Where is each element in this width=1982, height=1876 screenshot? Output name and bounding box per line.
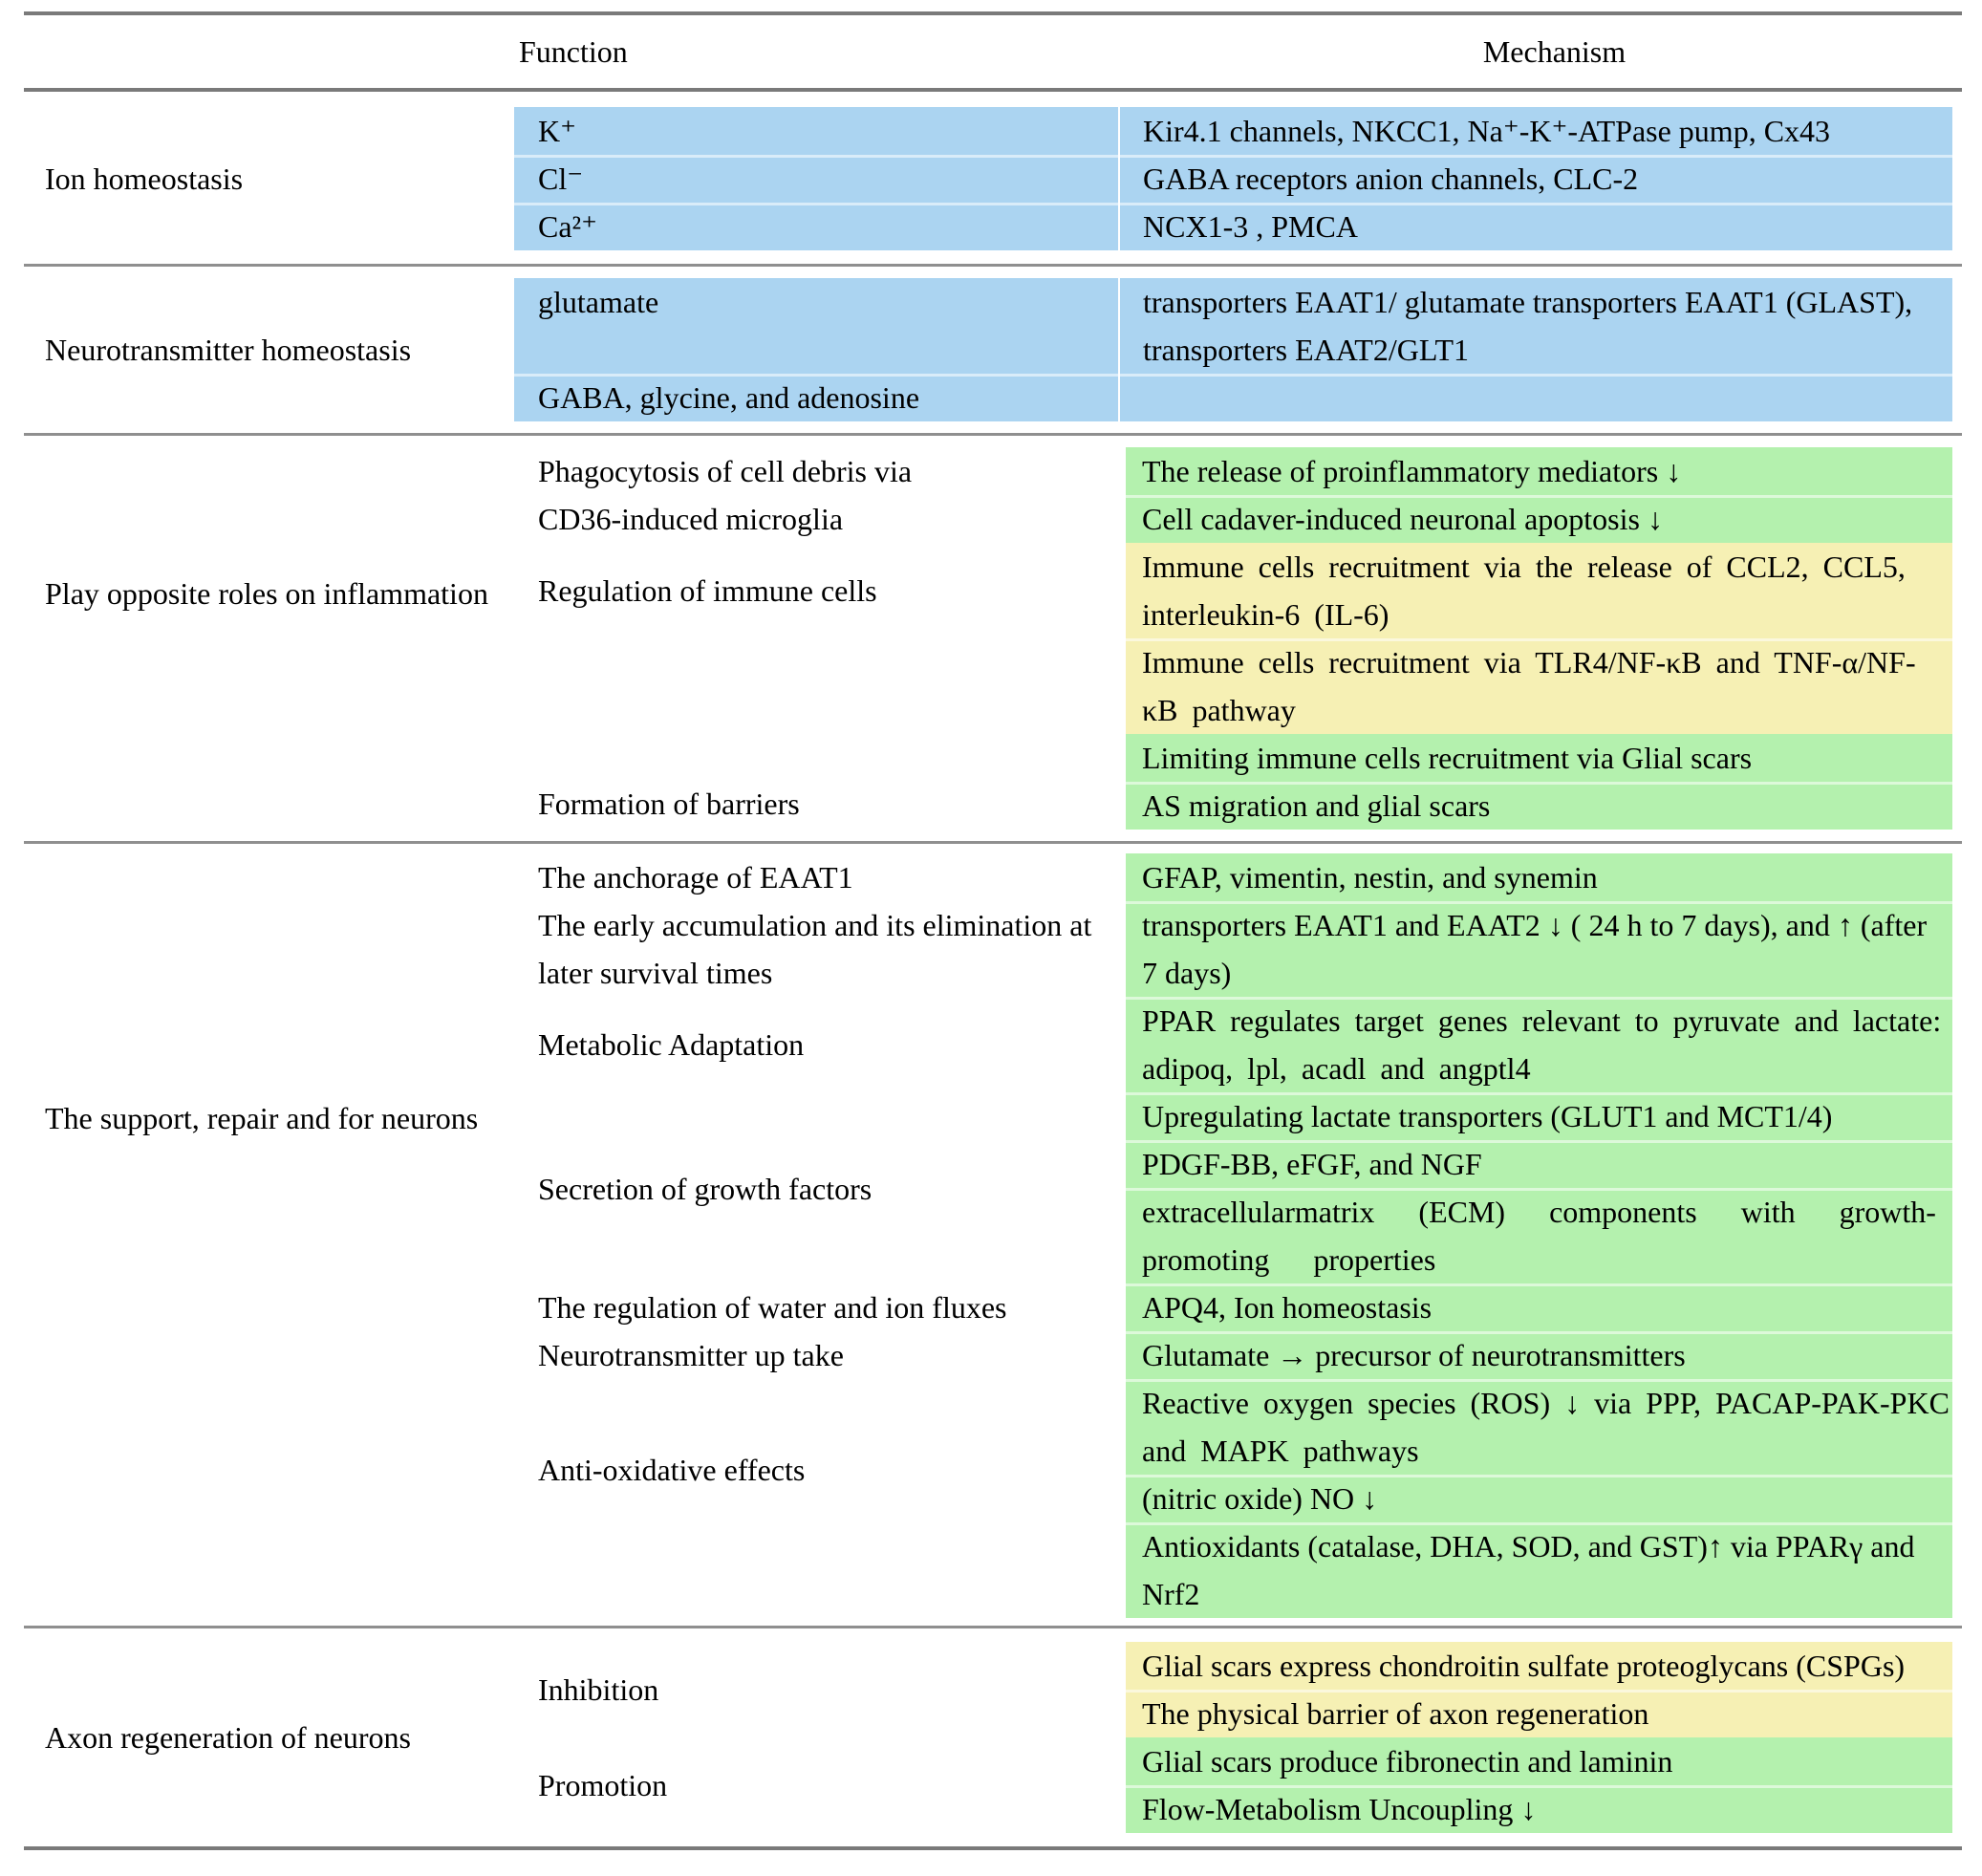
function-cell: Ca²⁺ (514, 203, 1118, 250)
section-support-repair-neurons (24, 844, 1962, 1626)
mechanism-cell: APQ4, Ion homeostasis (1126, 1283, 1952, 1331)
mechanism-cell: Immune cells recruitment via the release of CCL2, CCL5, interleukin-6 (IL-6) (1126, 543, 1952, 638)
mechanism-cell: Antioxidants (catalase, DHA, SOD, and GST)↑ via PPARγ and Nrf2 (1126, 1522, 1952, 1618)
section-grid (514, 447, 1952, 830)
mechanism-cell (1120, 374, 1952, 421)
section-axon-regeneration (24, 1628, 1962, 1846)
section-ion-homeostasis (24, 92, 1962, 264)
mechanism-cell: Kir4.1 channels, NKCC1, Na⁺-K⁺-ATPase pump, Cx43 (1120, 107, 1952, 155)
table-row (514, 278, 1952, 374)
mechanism-cell: Cell cadaver-induced neuronal apoptosis ↓ (1126, 495, 1952, 543)
table-row (514, 155, 1952, 203)
column-header-function: Function (519, 34, 628, 69)
table-row (514, 1642, 1952, 1737)
table-row (514, 901, 1952, 997)
table-row (514, 543, 1952, 734)
section-neurotransmitter-homeostasis (24, 267, 1962, 433)
mechanism-cell: extracellularmatrix (ECM) components with growth- promoting properties (1126, 1188, 1952, 1283)
mechanism-cell: GFAP, vimentin, nestin, and synemin (1126, 853, 1952, 901)
mechanism-cell: The release of proinflammatory mediators ↓ (1126, 447, 1952, 495)
row-label: Ion homeostasis (45, 162, 244, 196)
table-row (514, 1379, 1952, 1618)
mechanism-cell: Flow-Metabolism Uncoupling ↓ (1126, 1785, 1952, 1833)
function-cell: The regulation of water and ion fluxes (538, 1290, 1007, 1325)
mechanism-cell: (nitric oxide) NO ↓ (1126, 1475, 1952, 1522)
mechanism-stack (1126, 1140, 1952, 1283)
mechanism-stack (1126, 1331, 1952, 1379)
function-cell: The early accumulation and its elimination at later survival times (538, 908, 1092, 990)
row-label: The support, repair and for neurons (45, 1101, 479, 1135)
mechanism-cell: GABA receptors anion channels, CLC-2 (1120, 155, 1952, 203)
row-label: Axon regeneration of neurons (45, 1720, 411, 1755)
mechanism-stack (1118, 107, 1952, 155)
function-cell: Neurotransmitter up take (538, 1338, 844, 1372)
mechanism-cell: Glial scars express chondroitin sulfate proteoglycans (CSPGs) (1126, 1642, 1952, 1690)
mechanism-cell: transporters EAAT1/ glutamate transporters EAAT1 (GLAST), transporters EAAT2/GLT1 (1120, 278, 1952, 374)
table-row (514, 997, 1952, 1140)
section-grid (514, 107, 1952, 250)
mechanism-cell: transporters EAAT1 and EAAT2 ↓ ( 24 h to 7 days), and ↑ (after 7 days) (1126, 901, 1952, 997)
mechanism-stack (1126, 1379, 1952, 1618)
mechanism-stack (1126, 997, 1952, 1140)
table-row (514, 1737, 1952, 1833)
mechanism-stack (1126, 1642, 1952, 1737)
mechanism-stack (1118, 374, 1952, 421)
table-row (514, 1283, 1952, 1331)
mechanism-cell: Glutamate → precursor of neurotransmitters (1126, 1331, 1952, 1379)
function-cell: Inhibition (538, 1672, 659, 1707)
function-cell: The anchorage of EAAT1 (538, 860, 853, 895)
mechanism-stack (1126, 1283, 1952, 1331)
mechanism-stack (1126, 543, 1952, 734)
table-row (514, 1331, 1952, 1379)
function-cell: GABA, glycine, and adenosine (514, 374, 1118, 421)
mechanism-stack (1126, 853, 1952, 901)
section-inflammation-roles (24, 436, 1962, 841)
column-header-mechanism: Mechanism (1482, 34, 1627, 69)
mechanism-stack (1118, 278, 1952, 374)
table-row (514, 853, 1952, 901)
mechanism-cell: PPAR regulates target genes relevant to pyruvate and lactate: adipoq, lpl, acadl and angptl4 (1126, 997, 1952, 1092)
function-cell: Regulation of immune cells (538, 573, 877, 608)
mechanism-cell: Immune cells recruitment via TLR4/NF-κB and TNF-α/NF- κB pathway (1126, 638, 1952, 734)
bottom-rule (24, 1846, 1962, 1850)
section-grid (514, 1642, 1952, 1833)
astrocyte-function-table (24, 11, 1962, 1850)
section-grid (514, 853, 1952, 1618)
mechanism-cell: PDGF-BB, eFGF, and NGF (1126, 1140, 1952, 1188)
mechanism-stack (1126, 901, 1952, 997)
function-cell: Secretion of growth factors (538, 1172, 873, 1206)
section-grid (514, 278, 1952, 421)
table-row (514, 1140, 1952, 1283)
table-row (514, 734, 1952, 830)
mechanism-stack (1118, 155, 1952, 203)
mechanism-stack (1118, 203, 1952, 250)
function-cell: Anti-oxidative effects (538, 1453, 806, 1487)
mechanism-cell: Reactive oxygen species (ROS) ↓ via PPP, PACAP-PAK-PKC and MAPK pathways (1126, 1379, 1952, 1475)
function-cell: K⁺ (514, 107, 1118, 155)
mechanism-stack (1126, 734, 1952, 830)
table-row (514, 374, 1952, 421)
mechanism-stack (1126, 447, 1952, 543)
mechanism-cell: NCX1-3 , PMCA (1120, 203, 1952, 250)
mechanism-cell: The physical barrier of axon regeneration (1126, 1690, 1952, 1737)
header-row (24, 15, 1962, 88)
function-cell: glutamate (514, 278, 1118, 374)
table-row (514, 107, 1952, 155)
mechanism-cell: Glial scars produce fibronectin and laminin (1126, 1737, 1952, 1785)
function-cell: Metabolic Adaptation (538, 1027, 805, 1062)
mechanism-stack (1126, 1737, 1952, 1833)
function-cell: Cl⁻ (514, 155, 1118, 203)
row-label: Neurotransmitter homeostasis (45, 333, 412, 367)
mechanism-cell: Upregulating lactate transporters (GLUT1 and MCT1/4) (1126, 1092, 1952, 1140)
row-label: Play opposite roles on inflammation (45, 576, 488, 611)
table-row (514, 447, 1952, 543)
function-cell: Phagocytosis of cell debris via CD36-induced microglia (538, 454, 913, 536)
function-cell: Formation of barriers (538, 787, 800, 821)
table-row (514, 203, 1952, 250)
function-cell: Promotion (538, 1768, 668, 1802)
mechanism-cell: Limiting immune cells recruitment via Glial scars (1126, 734, 1952, 782)
mechanism-cell: AS migration and glial scars (1126, 782, 1952, 830)
